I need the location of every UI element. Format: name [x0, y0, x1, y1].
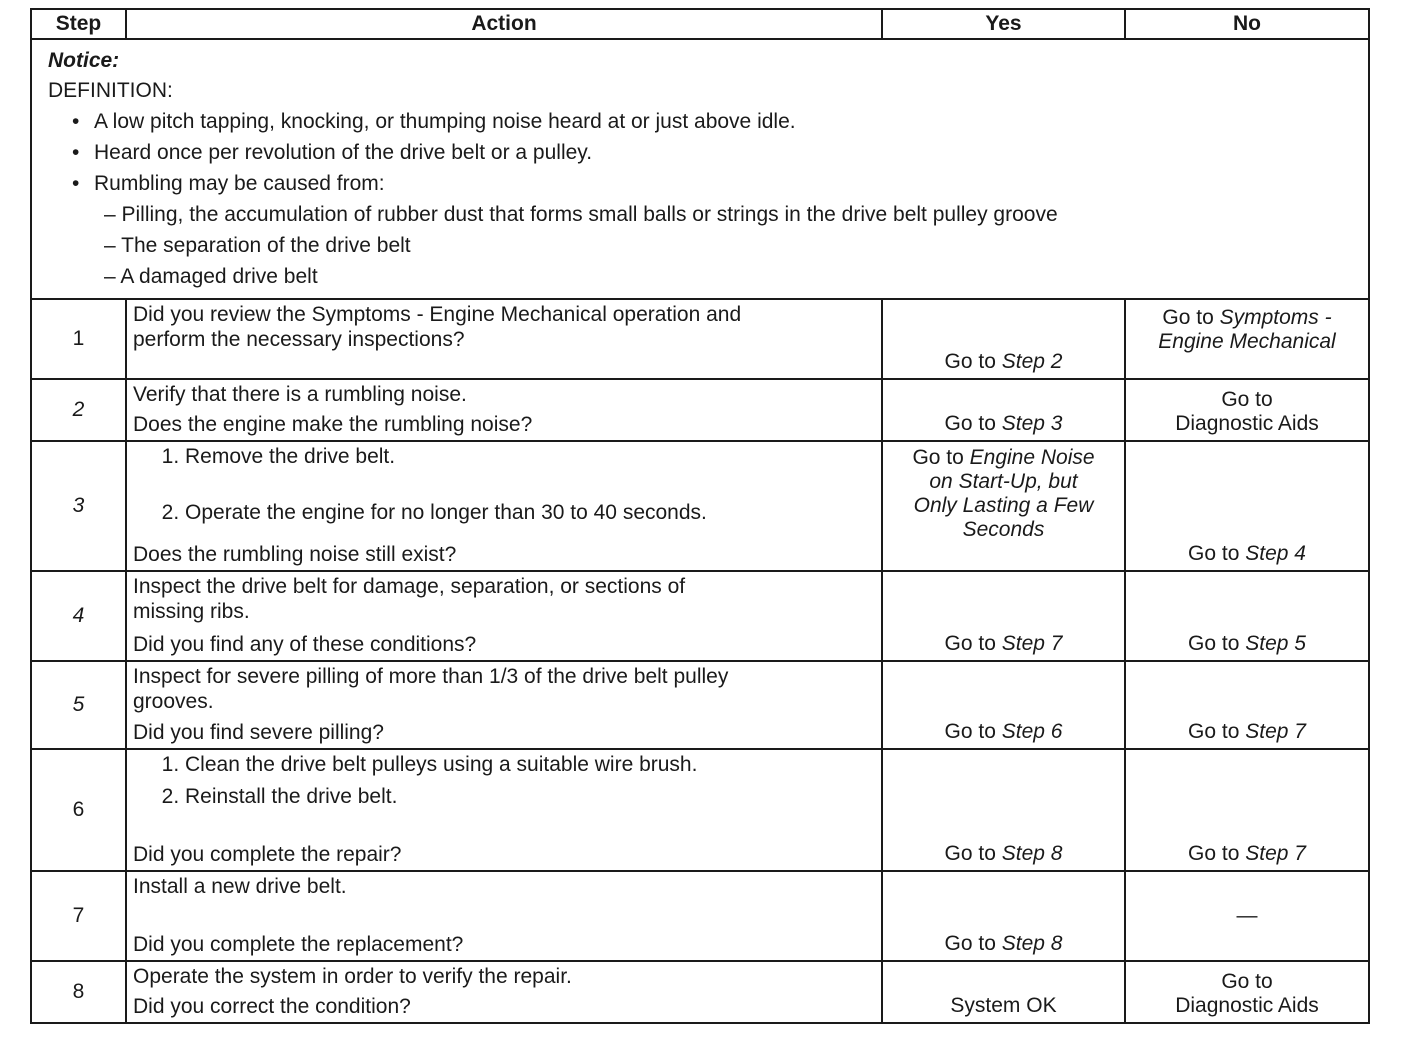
step-number: 6: [31, 749, 126, 871]
notice-bullet: • A low pitch tapping, knocking, or thumping noise heard at or just above idle.: [94, 106, 1356, 137]
header-no: No: [1125, 9, 1369, 39]
step-yes: Go to Step 8: [882, 749, 1125, 871]
header-row: [31, 9, 1369, 39]
step-row-1: [31, 299, 1369, 379]
step-no: Go to Step 7: [1125, 661, 1369, 749]
step-no: Go to Symptoms - Engine Mechanical: [1125, 299, 1369, 379]
step-action: Did you review the Symptoms - Engine Mechanical operation and perform the necessary inspections?: [126, 299, 882, 379]
step-yes: Go to Step 3: [882, 379, 1125, 441]
step-yes: Go to Step 2: [882, 299, 1125, 379]
step-yes: Go to Step 7: [882, 571, 1125, 661]
step-number: 5: [31, 661, 126, 749]
step-action: Verify that there is a rumbling noise. Does the engine make the rumbling noise?: [126, 379, 882, 441]
step-row-7: [31, 871, 1369, 961]
step-number: 1: [31, 299, 126, 379]
step-action: 1. Remove the drive belt. 2. Operate the engine for no longer than 30 to 40 seconds. Does the rumbling noise still exist?: [126, 441, 882, 571]
notice-definition: DEFINITION:: [48, 79, 173, 102]
step-row-6: [31, 749, 1369, 871]
step-action: 1. Clean the drive belt pulleys using a suitable wire brush. 2. Reinstall the drive belt. Did you complete the repair?: [126, 749, 882, 871]
step-row-2: [31, 379, 1369, 441]
step-yes: Go to Engine Noise on Start-Up, but Only Lasting a Few Seconds: [882, 441, 1125, 571]
step-number: 3: [31, 441, 126, 571]
step-yes: Go to Step 6: [882, 661, 1125, 749]
step-number: 2: [31, 379, 126, 441]
step-no: Go to Diagnostic Aids: [1125, 961, 1369, 1023]
notice-cell: [31, 39, 1369, 299]
header-step: Step: [31, 9, 126, 39]
diagnostic-table: [30, 8, 1370, 1024]
step-action: Operate the system in order to verify the repair. Did you correct the condition?: [126, 961, 882, 1023]
step-number: 7: [31, 871, 126, 961]
step-yes: System OK: [882, 961, 1125, 1023]
notice-title: Notice:: [48, 49, 120, 72]
step-action: Inspect the drive belt for damage, separation, or sections of missing ribs. Did you find any of these conditions?: [126, 571, 882, 661]
step-row-4: [31, 571, 1369, 661]
step-action: Install a new drive belt. Did you complete the replacement?: [126, 871, 882, 961]
notice-row: [31, 39, 1369, 299]
step-no: Go to Diagnostic Aids: [1125, 379, 1369, 441]
step-row-5: [31, 661, 1369, 749]
notice-bullet: • Heard once per revolution of the drive belt or a pulley.: [94, 137, 1356, 168]
notice-bullets: [48, 106, 1356, 199]
header-action: Action: [126, 9, 882, 39]
notice-bullet: • Rumbling may be caused from:: [94, 168, 1356, 199]
step-no: Go to Step 5: [1125, 571, 1369, 661]
notice-sub-bullet: – The separation of the drive belt: [104, 234, 411, 257]
step-no: —: [1125, 871, 1369, 961]
step-no: Go to Step 4: [1125, 441, 1369, 571]
notice-sub-bullet: – Pilling, the accumulation of rubber dust that forms small balls or strings in the drive belt pulley groove: [104, 203, 1058, 226]
header-yes: Yes: [882, 9, 1125, 39]
step-yes: Go to Step 8: [882, 871, 1125, 961]
step-number: 8: [31, 961, 126, 1023]
notice-sub-bullet: – A damaged drive belt: [104, 265, 318, 288]
step-row-8: [31, 961, 1369, 1023]
step-row-3: [31, 441, 1369, 571]
step-no: Go to Step 7: [1125, 749, 1369, 871]
step-number: 4: [31, 571, 126, 661]
step-action: Inspect for severe pilling of more than 1/3 of the drive belt pulley grooves. Did you find severe pilling?: [126, 661, 882, 749]
